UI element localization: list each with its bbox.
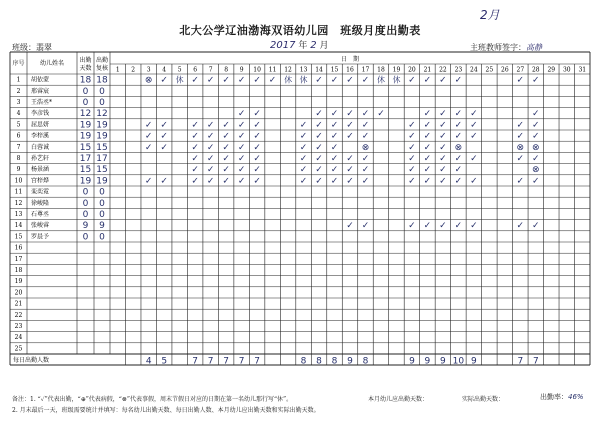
attendance-mark: ✓ (144, 176, 153, 187)
attendance-mark: ✓ (532, 131, 540, 142)
day-header: 22 (439, 66, 447, 74)
attendance-mark: ✓ (330, 176, 339, 187)
day-header: 21 (423, 66, 432, 74)
day-header: 31 (578, 66, 587, 74)
attendance-mark: ✓ (160, 176, 168, 187)
attendance-mark: ✓ (408, 154, 416, 164)
day-header: 25 (485, 66, 494, 74)
day-header: 3 (146, 66, 151, 74)
row-actual: 0 (99, 98, 105, 108)
attendance-mark: ✓ (315, 109, 323, 120)
attendance-mark: 休 (376, 75, 385, 85)
row-name: 石尊丞 (31, 211, 50, 218)
attendance-mark: ✓ (330, 165, 339, 176)
attendance-mark: ✓ (191, 142, 199, 153)
row-seq: 3 (16, 99, 21, 106)
attendance-mark: ✓ (160, 75, 168, 86)
header-due-2: 天数 (79, 65, 92, 72)
attendance-mark: ✓ (470, 120, 478, 131)
attendance-mark: ✓ (454, 154, 463, 164)
attendance-mark: ✓ (206, 120, 215, 131)
daily-count-value: 7 (517, 356, 524, 367)
row-seq: 5 (16, 121, 21, 129)
attendance-mark: ✓ (454, 221, 463, 232)
daily-count-value: 5 (161, 356, 168, 367)
attendance-mark: ✓ (222, 142, 230, 153)
row-actual: 15 (96, 165, 108, 176)
row-seq: 9 (16, 166, 21, 174)
attendance-mark: ✓ (253, 154, 261, 164)
row-seq: 19 (14, 278, 23, 286)
row-seq: 16 (14, 244, 23, 252)
row-name: 徐峻隆 (31, 199, 50, 207)
attendance-mark: ✓ (532, 176, 540, 187)
attendance-mark: ✓ (315, 142, 323, 153)
rate-label: 出勤率： (540, 393, 568, 401)
daily-count-value: 7 (532, 356, 539, 367)
attendance-mark: ✓ (423, 176, 432, 187)
daily-count-value: 4 (145, 356, 152, 367)
day-header: 15 (330, 66, 339, 74)
row-name: 胡依蒙 (31, 76, 50, 84)
day-header: 9 (239, 66, 244, 74)
attendance-mark: ✓ (253, 109, 261, 120)
attendance-mark: ✓ (237, 165, 246, 176)
attendance-mark: ✓ (361, 109, 370, 120)
row-seq: 7 (16, 143, 21, 151)
teacher-signature: 高静 (526, 43, 542, 52)
day-header: 7 (208, 66, 213, 74)
attendance-mark: ✓ (423, 165, 432, 176)
attendance-mark: ✓ (532, 120, 540, 131)
row-name: 邢睿宸 (31, 87, 50, 95)
attendance-mark: ✓ (160, 120, 168, 131)
row-seq: 1 (16, 76, 21, 84)
row-seq: 2 (16, 87, 21, 95)
row-name: 罗晨予 (31, 233, 50, 241)
attendance-mark: ✓ (361, 165, 370, 176)
day-header: 11 (268, 66, 277, 74)
header-name: 幼儿姓名 (39, 60, 65, 67)
attendance-mark: ✓ (454, 109, 463, 120)
attendance-mark: ✓ (315, 176, 323, 187)
row-name: 屈思妍 (31, 121, 50, 129)
attendance-mark: ✓ (408, 176, 416, 187)
row-due: 0 (82, 187, 89, 198)
attendance-mark: ✓ (191, 176, 199, 187)
attendance-mark: ✓ (346, 120, 354, 131)
attendance-mark: ✓ (346, 154, 354, 164)
attendance-mark: ✓ (222, 154, 230, 164)
row-due: 19 (79, 120, 92, 131)
attendance-mark: ✓ (532, 221, 540, 232)
day-header: 1 (115, 66, 120, 74)
row-due: 15 (79, 142, 92, 153)
row-due: 0 (82, 198, 89, 209)
attendance-mark: ✓ (470, 109, 478, 120)
daily-count-value: 7 (254, 356, 260, 367)
row-due: 0 (82, 98, 89, 108)
attendance-mark: 休 (284, 75, 293, 85)
attendance-mark: ✓ (268, 75, 277, 86)
daily-count-value: 10 (452, 356, 465, 367)
row-name: 宫梓烨 (31, 177, 50, 185)
day-header: 14 (315, 66, 323, 74)
attendance-mark: ✓ (346, 165, 354, 176)
attendance-mark: ✓ (346, 131, 354, 142)
attendance-mark: ✓ (516, 120, 525, 131)
header-actual: 出勤 (95, 57, 109, 64)
year-value: 2017 (270, 40, 296, 51)
attendance-mark: ✓ (330, 75, 339, 86)
attendance-mark: ✓ (439, 165, 447, 176)
attendance-mark: ✓ (439, 75, 447, 86)
attendance-mark: ✓ (516, 176, 525, 187)
row-actual: 0 (99, 210, 105, 220)
attendance-mark: ✓ (408, 75, 416, 86)
attendance-mark: ✓ (377, 109, 385, 120)
attendance-mark: ✓ (206, 131, 215, 142)
header-due: 出勤 (79, 57, 92, 64)
attendance-mark: ✓ (330, 154, 339, 164)
row-seq: 14 (14, 222, 23, 230)
attendance-mark: ✓ (408, 120, 416, 131)
attendance-mark: ✓ (361, 176, 370, 187)
attendance-mark: ✓ (206, 75, 215, 86)
day-header: 29 (547, 66, 556, 74)
attendance-mark: ✓ (237, 176, 246, 187)
row-seq: 22 (14, 311, 23, 319)
attendance-mark: ✓ (346, 176, 354, 187)
attendance-mark: ✓ (330, 120, 339, 131)
day-header: 16 (346, 66, 354, 74)
attendance-mark: ✓ (346, 75, 354, 86)
attendance-mark: ✓ (206, 176, 215, 187)
attendance-mark: ✓ (299, 176, 308, 187)
day-header: 23 (454, 66, 463, 74)
attendance-mark: ✓ (423, 142, 432, 153)
attendance-mark: ✓ (237, 109, 246, 120)
attendance-mark: ✓ (191, 165, 199, 176)
class-value: 翡翠 (36, 43, 52, 52)
attendance-mark: ✓ (222, 131, 230, 142)
daily-count-value: 7 (192, 356, 199, 367)
attendance-mark: ✓ (470, 221, 478, 232)
row-name: 张峻睿 (31, 222, 50, 230)
attendance-mark: ✓ (315, 165, 323, 176)
daily-count-value: 9 (347, 356, 353, 367)
day-header: 27 (516, 66, 525, 74)
day-header: 20 (408, 66, 416, 74)
class-label: 班级： (12, 43, 36, 52)
attendance-mark: ✓ (454, 120, 463, 131)
actual-days-label: 实际出勤天数： (462, 396, 505, 403)
daily-count-value: 9 (409, 356, 415, 367)
corner-handwritten-mark: 2月 (480, 8, 500, 22)
teacher-label: 主班教师签字： (470, 43, 526, 52)
daily-count-value: 9 (440, 356, 446, 367)
attendance-mark: ✓ (423, 131, 432, 142)
attendance-mark: ✓ (315, 75, 323, 86)
attendance-mark: ✓ (454, 131, 463, 142)
row-due: 0 (82, 210, 89, 220)
day-header: 12 (284, 66, 292, 74)
row-seq: 13 (14, 211, 23, 218)
attendance-mark: ✓ (299, 165, 308, 176)
row-actual: 19 (96, 131, 108, 142)
row-actual: 0 (99, 232, 105, 243)
attendance-mark: ✓ (253, 176, 261, 187)
row-name: 王浩丞* (31, 99, 53, 106)
attendance-rate (540, 392, 584, 402)
daily-count-value: 8 (316, 356, 322, 367)
attendance-mark: ✓ (191, 120, 199, 131)
month-value: 2 (310, 40, 317, 51)
row-seq: 12 (14, 199, 23, 207)
attendance-mark: ✓ (206, 154, 215, 164)
day-header: 30 (562, 66, 571, 74)
row-actual: 19 (96, 120, 108, 131)
header-actual-2: 复核 (95, 65, 109, 72)
row-actual: 12 (96, 109, 108, 120)
attendance-mark: ✓ (222, 75, 230, 86)
page-title: 北大公学辽油渤海双语幼儿园 班级月度出勤表 (179, 24, 421, 37)
row-seq: 11 (14, 188, 23, 196)
row-name: 白蓉诚 (31, 143, 50, 151)
attendance-mark: ✓ (315, 131, 323, 142)
attendance-mark: ✓ (237, 142, 246, 153)
footer-note-2: 2. 月末最后一天，班级需要统计并填写：每名幼儿出勤天数、每日出勤人数、本月幼儿应出勤天数和实际出勤天数。 (12, 407, 320, 414)
day-header: 17 (361, 66, 370, 74)
row-due: 9 (82, 221, 89, 232)
attendance-mark: ✓ (253, 120, 261, 131)
attendance-mark: ✓ (253, 142, 261, 153)
attendance-mark: ⊗ (361, 142, 370, 153)
daily-count-value: 7 (238, 356, 245, 367)
attendance-mark: ✓ (330, 142, 339, 153)
row-seq: 10 (14, 177, 23, 185)
attendance-mark: ✓ (299, 131, 308, 142)
row-seq: 20 (14, 289, 23, 297)
attendance-mark: ✓ (454, 75, 463, 86)
row-seq: 23 (14, 323, 23, 330)
attendance-mark: ✓ (237, 75, 246, 86)
attendance-mark: ⊗ (532, 142, 540, 153)
row-actual: 0 (99, 86, 105, 97)
attendance-mark: ✓ (206, 142, 215, 153)
attendance-mark: ✓ (315, 120, 323, 131)
attendance-mark: ✓ (454, 176, 463, 187)
attendance-mark: ✓ (470, 154, 478, 164)
day-header: 4 (162, 66, 167, 74)
row-due: 19 (79, 131, 92, 142)
row-due: 17 (79, 154, 92, 164)
attendance-mark: ✓ (408, 131, 416, 142)
attendance-mark: ✓ (315, 154, 323, 164)
day-header: 5 (177, 66, 182, 74)
row-seq: 21 (14, 300, 23, 308)
row-actual: 17 (96, 154, 108, 164)
attendance-mark: ✓ (439, 120, 447, 131)
attendance-mark: ✓ (191, 154, 199, 164)
daily-count-value: 9 (471, 356, 477, 367)
attendance-mark: ✓ (206, 165, 215, 176)
attendance-mark: ✓ (160, 142, 168, 153)
row-name: 李梓溪 (31, 132, 50, 140)
attendance-mark: ✓ (222, 165, 230, 176)
row-due: 12 (79, 109, 92, 120)
attendance-mark: ✓ (439, 176, 447, 187)
row-seq: 18 (14, 267, 23, 274)
attendance-mark: ✓ (408, 165, 416, 176)
row-actual: 0 (99, 198, 105, 209)
row-seq: 8 (16, 155, 21, 162)
attendance-mark: ⊗ (454, 142, 463, 153)
row-actual: 19 (96, 176, 108, 187)
row-seq: 6 (16, 132, 21, 140)
attendance-mark: ✓ (439, 109, 447, 120)
row-due: 15 (79, 165, 92, 176)
row-due: 0 (82, 232, 89, 243)
row-seq: 4 (16, 110, 21, 118)
rate-value: 46% (568, 393, 584, 401)
attendance-mark: ✓ (408, 142, 416, 153)
attendance-mark: 休 (299, 75, 308, 85)
attendance-mark: ✓ (253, 165, 261, 176)
attendance-mark: ✓ (516, 221, 525, 232)
attendance-mark: ⊗ (516, 142, 525, 153)
attendance-mark: ✓ (299, 120, 308, 131)
attendance-mark: ✓ (144, 131, 153, 142)
attendance-mark: ✓ (439, 142, 447, 153)
attendance-mark: ✓ (346, 221, 354, 232)
attendance-mark: ⊗ (144, 75, 153, 86)
row-name: 李彦钱 (31, 110, 50, 118)
day-header: 13 (299, 66, 308, 74)
attendance-mark: ✓ (439, 154, 447, 164)
attendance-mark: ⊗ (532, 165, 540, 176)
row-seq: 15 (14, 233, 23, 241)
row-due: 18 (79, 75, 92, 86)
attendance-mark: ✓ (330, 131, 339, 142)
attendance-mark: ✓ (361, 221, 370, 232)
row-actual: 0 (99, 187, 105, 198)
row-name: 栾奕霓 (31, 188, 50, 196)
attendance-mark: ✓ (439, 131, 447, 142)
row-actual: 18 (96, 75, 108, 86)
attendance-mark: ✓ (423, 221, 432, 232)
attendance-mark: ✓ (222, 120, 230, 131)
attendance-mark: ✓ (470, 131, 478, 142)
attendance-mark: ✓ (423, 109, 432, 120)
daily-count-value: 7 (223, 356, 229, 367)
attendance-mark: ✓ (237, 131, 246, 142)
attendance-mark: ✓ (144, 142, 153, 153)
attendance-mark: ✓ (532, 154, 540, 164)
day-header: 2 (131, 66, 136, 74)
row-actual: 15 (96, 142, 108, 153)
attendance-mark: ✓ (160, 131, 168, 142)
day-header: 10 (253, 66, 261, 74)
day-header: 18 (377, 66, 385, 74)
day-header: 26 (501, 66, 509, 74)
attendance-mark: ✓ (454, 165, 463, 176)
attendance-mark: ✓ (191, 75, 199, 86)
attendance-mark: ✓ (222, 176, 230, 187)
row-actual: 9 (99, 221, 105, 232)
attendance-mark: ✓ (439, 221, 447, 232)
attendance-mark: ✓ (299, 142, 308, 153)
day-header: 8 (224, 66, 229, 74)
day-header: 6 (193, 66, 198, 74)
header-date: 日 期 (340, 56, 360, 63)
attendance-mark: ✓ (423, 120, 432, 131)
attendance-mark: ✓ (532, 75, 540, 86)
row-name: 杨景涵 (31, 166, 50, 174)
attendance-mark: ✓ (361, 75, 370, 86)
attendance-mark: ✓ (516, 154, 525, 164)
row-seq: 25 (14, 345, 23, 353)
attendance-mark: 休 (175, 75, 184, 85)
footer-note-1: 备注：1. “✓”代表出勤，“⊕”代表病假，“⊗”代表事假，周末节假日对应的日期在第一名幼儿那行写“休”。 (12, 396, 293, 403)
attendance-mark: ✓ (237, 154, 246, 164)
daily-count-value: 8 (362, 356, 369, 367)
year-unit: 年 (298, 41, 308, 51)
row-name: 孙艺轩 (31, 155, 50, 162)
attendance-mark: ✓ (330, 109, 339, 120)
attendance-mark: ✓ (532, 109, 540, 120)
row-seq: 24 (14, 334, 23, 342)
day-header: 28 (531, 66, 540, 74)
row-due: 19 (79, 176, 92, 187)
attendance-mark: ✓ (423, 75, 432, 86)
attendance-mark: ✓ (237, 120, 246, 131)
attendance-mark: ✓ (361, 131, 370, 142)
daily-count-label: 每日出勤人数 (13, 357, 50, 364)
attendance-mark: ✓ (408, 221, 416, 232)
attendance-mark: ✓ (253, 75, 261, 86)
daily-count-value: 9 (424, 356, 431, 367)
attendance-mark: ✓ (423, 154, 432, 164)
daily-count-value: 7 (207, 356, 214, 367)
row-due: 0 (82, 86, 89, 97)
daily-count-value: 8 (300, 356, 307, 367)
attendance-mark: ✓ (253, 131, 261, 142)
attendance-mark: ✓ (299, 154, 308, 164)
row-seq: 17 (14, 255, 23, 263)
header-seq: 序号 (12, 60, 25, 67)
month-unit: 月 (319, 41, 329, 51)
day-header: 19 (392, 66, 401, 74)
attendance-mark: ✓ (361, 120, 370, 131)
attendance-mark: ✓ (516, 131, 525, 142)
attendance-mark: ✓ (144, 120, 153, 131)
attendance-mark: ✓ (361, 154, 370, 164)
daily-count-value: 8 (331, 356, 338, 367)
attendance-mark: ✓ (470, 176, 478, 187)
attendance-mark: ✓ (346, 109, 354, 120)
due-days-label: 本月幼儿应出勤天数： (368, 396, 429, 403)
attendance-mark: ✓ (191, 131, 199, 142)
attendance-mark: 休 (392, 75, 401, 85)
attendance-mark: ✓ (516, 75, 525, 86)
day-header: 24 (470, 66, 478, 74)
